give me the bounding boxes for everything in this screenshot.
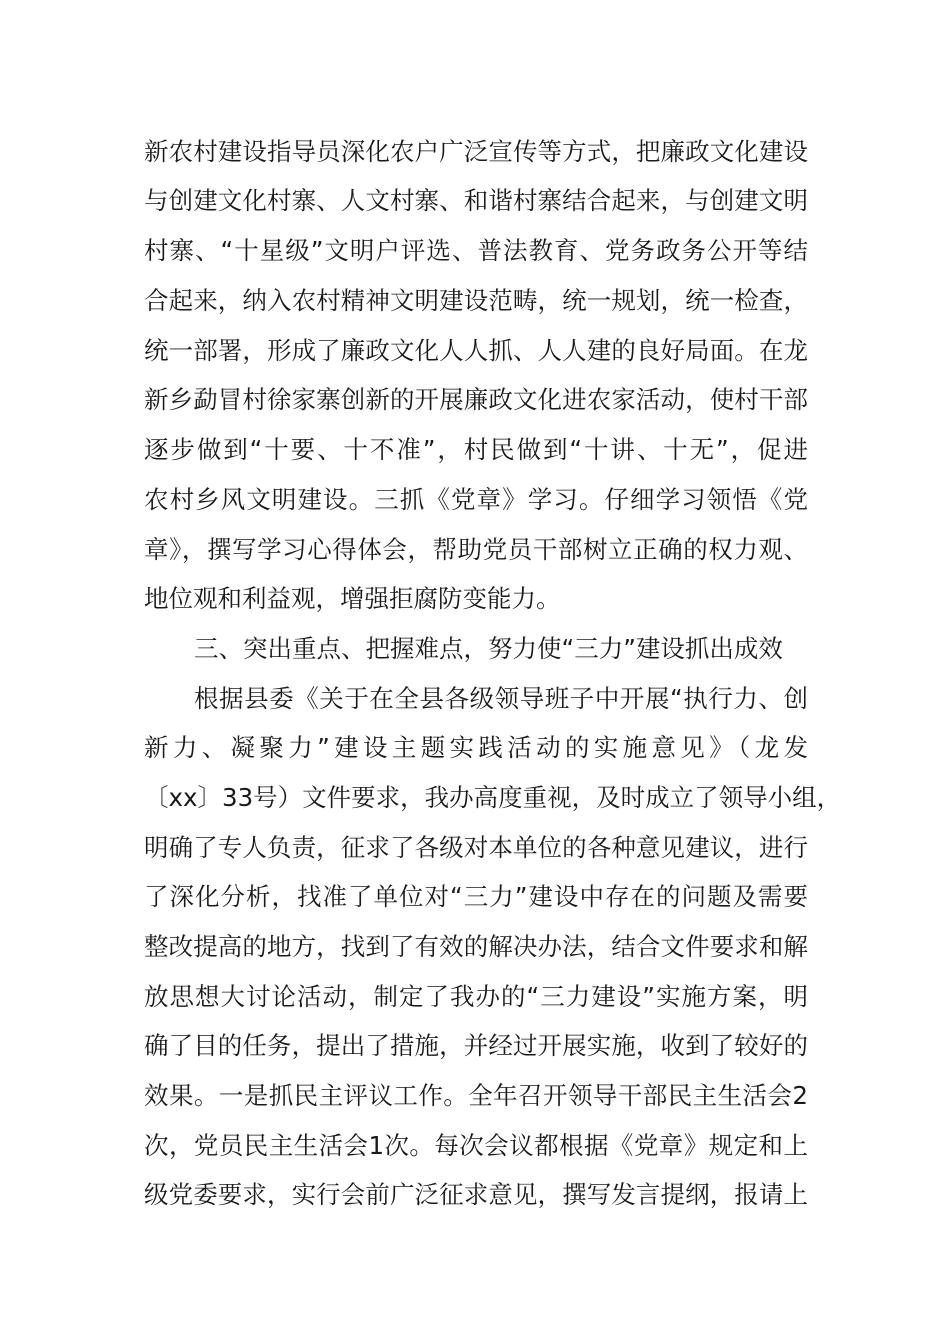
text-line: 统一部署，形成了廉政文化人人抓、人人建的良好局面。在龙 xyxy=(144,336,808,365)
text-line: 级党委要求，实行会前广泛征求意见，撰写发言提纲，报请上 xyxy=(144,1180,808,1209)
paragraph-first-line: 根据县委《关于在全县各级领导班子中开展“执行力、创 xyxy=(194,684,808,713)
text-line: 新力、凝聚力”建设主题实践活动的实施意见》（龙发 xyxy=(144,733,808,762)
text-line: 与创建文化村寨、人文村寨、和谐村寨结合起来，与创建文明 xyxy=(144,186,808,215)
text-line: 逐步做到“十要、十不准”，村民做到“十讲、十无”，促进 xyxy=(144,435,808,464)
text-line: 章》，撰写学习心得体会，帮助党员干部树立正确的权力观、 xyxy=(144,535,808,564)
text-line: 合起来，纳入农村精神文明建设范畴，统一规划，统一检查， xyxy=(144,286,808,315)
text-line: 效果。一是抓民主评议工作。全年召开领导干部民主生活会2 xyxy=(144,1081,808,1110)
text-line: 农村乡风文明建设。三抓《党章》学习。仔细学习领悟《党 xyxy=(144,485,808,514)
text-line: 了深化分析，找准了单位对“三力”建设中存在的问题及需要 xyxy=(144,882,808,911)
text-line: 确了目的任务，提出了措施，并经过开展实施，收到了较好的 xyxy=(144,1031,808,1060)
text-line: 放思想大讨论活动，制定了我办的“三力建设”实施方案，明 xyxy=(144,982,808,1011)
paragraph-last-line: 地位观和利益观，增强拒腐防变能力。 xyxy=(144,584,561,613)
text-line: 村寨、“十星级”文明户评选、普法教育、党务政务公开等结 xyxy=(144,236,808,265)
text-line: 明确了专人负责，征求了各级对本单位的各种意见建议，进行 xyxy=(144,833,808,862)
text-line: 新农村建设指导员深化农户广泛宣传等方式，把廉政文化建设 xyxy=(144,137,808,166)
section-heading: 三、突出重点、把握难点，努力使“三力”建设抓出成效 xyxy=(194,634,783,663)
text-line: 整改提高的地方，找到了有效的解决办法，结合文件要求和解 xyxy=(144,932,808,961)
text-line: 〔xx〕33号）文件要求，我办高度重视，及时成立了领导小组， xyxy=(144,783,842,812)
text-line: 次，党员民主生活会1次。每次会议都根据《党章》规定和上 xyxy=(144,1131,808,1160)
text-line: 新乡勐冒村徐家寨创新的开展廉政文化进农家活动，使村干部 xyxy=(144,385,808,414)
